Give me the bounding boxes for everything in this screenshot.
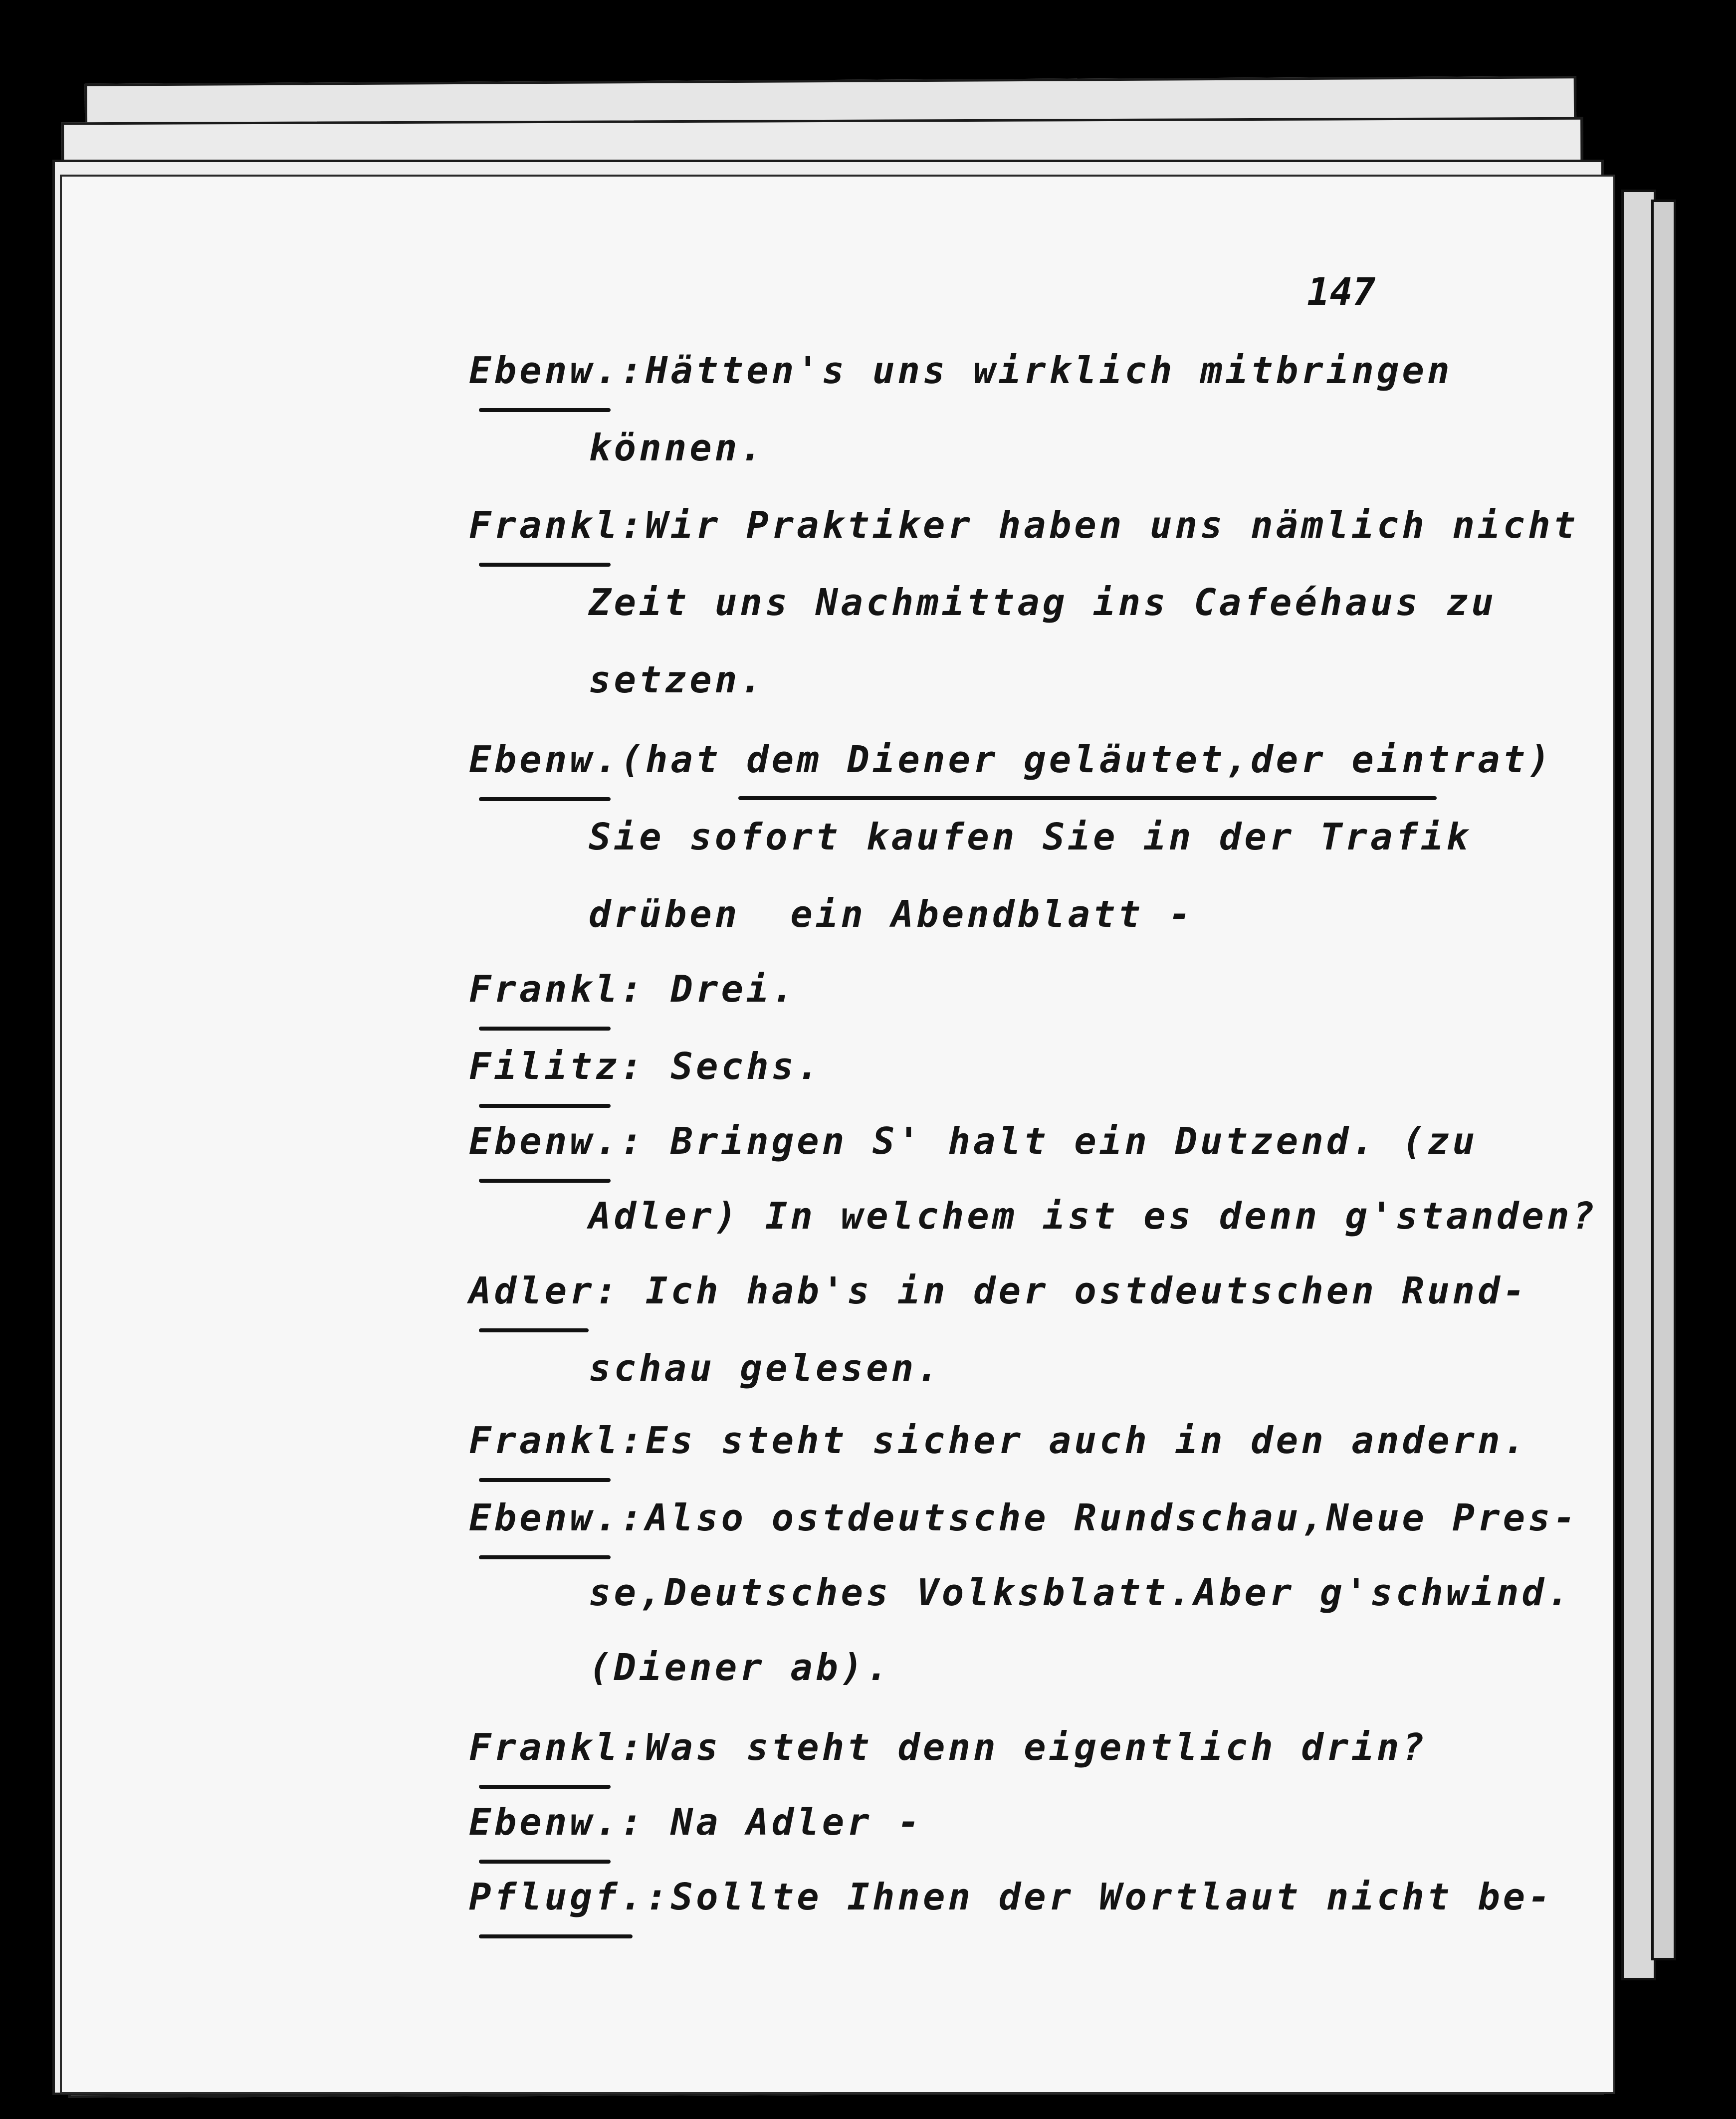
speaker-underline (479, 1104, 611, 1108)
line-text: können. (589, 426, 765, 469)
line-text: :Sollte Ihnen der Wortlaut nicht be- (645, 1876, 1553, 1918)
background-sheet-edge (1651, 200, 1676, 1960)
stage-direction-underline (738, 796, 1437, 800)
speaker-underline (479, 1478, 611, 1482)
dialogue-line (469, 349, 1453, 392)
line-text: : Na Adler - (620, 1801, 923, 1844)
line-text: :Was steht denn eigentlich drin? (620, 1726, 1427, 1769)
speaker-name: Ebenw. (469, 738, 621, 781)
speaker-name: Frankl (469, 968, 621, 1011)
dialogue-continuation (589, 426, 765, 469)
dialogue-line (469, 504, 1578, 547)
dialogue-continuation (589, 1347, 942, 1390)
speaker-name: Filitz (469, 1045, 621, 1088)
line-text: (Diener ab). (589, 1646, 891, 1689)
line-text: (hat dem Diener geläutet,der eintrat) (620, 738, 1553, 781)
speaker-name: Frankl (469, 504, 621, 547)
speaker-name: Ebenw. (469, 1496, 621, 1539)
line-text: : Drei. (620, 968, 797, 1011)
dialogue-line (469, 1270, 1528, 1312)
dialogue-continuation (589, 581, 1497, 624)
speaker-underline (479, 408, 611, 412)
speaker-name: Ebenw. (469, 1801, 621, 1844)
speaker-name: Ebenw. (469, 1120, 621, 1163)
line-text: : Ich hab's in der ostdeutschen Rund- (595, 1270, 1528, 1312)
dialogue-line (469, 738, 1553, 781)
line-text: Adler) In welchem ist es denn g'standen? (589, 1195, 1598, 1238)
speaker-name: Frankl (469, 1726, 621, 1769)
dialogue-line (469, 1801, 923, 1844)
line-text: : Sechs. (620, 1045, 822, 1088)
line-text: setzen. (589, 658, 765, 701)
dialogue-continuation (589, 658, 765, 701)
line-text: :Wir Praktiker haben uns nämlich nicht (620, 504, 1579, 547)
dialogue-line (469, 1419, 1528, 1462)
dialogue-continuation (589, 1646, 891, 1689)
page-number: 147 (1307, 269, 1376, 314)
speaker-underline (479, 1934, 633, 1938)
line-text: :Also ostdeutsche Rundschau,Neue Pres- (620, 1496, 1579, 1539)
dialogue-line (469, 1496, 1578, 1539)
dialogue-continuation (589, 1195, 1597, 1238)
line-text: se,Deutsches Volksblatt.Aber g'schwind. (589, 1571, 1572, 1614)
line-text: Zeit uns Nachmittag ins Cafeéhaus zu (589, 581, 1497, 624)
dialogue-line (469, 1045, 822, 1088)
speaker-name: Pflugf. (469, 1876, 646, 1918)
speaker-underline (479, 1860, 611, 1864)
dialogue-line (469, 1876, 1553, 1918)
speaker-underline (479, 1027, 611, 1031)
line-text: Sie sofort kaufen Sie in der Trafik (589, 816, 1472, 858)
speaker-underline (479, 1555, 611, 1559)
speaker-underline (479, 797, 611, 801)
line-text: :Hätten's uns wirklich mitbringen (620, 349, 1453, 392)
dialogue-line (469, 1726, 1427, 1769)
speaker-underline (479, 1179, 611, 1183)
speaker-name: Frankl (469, 1419, 621, 1462)
dialogue-continuation (589, 1571, 1572, 1614)
speaker-name: Ebenw. (469, 349, 621, 392)
speaker-underline (479, 563, 611, 567)
line-text: schau gelesen. (589, 1347, 942, 1390)
speaker-underline (479, 1785, 611, 1789)
line-text: : Bringen S' halt ein Dutzend. (zu (620, 1120, 1478, 1163)
speaker-name: Adler (469, 1270, 595, 1312)
speaker-underline (479, 1328, 589, 1332)
dialogue-continuation (589, 816, 1471, 858)
dialogue-continuation (589, 893, 1194, 936)
dialogue-line (469, 1120, 1478, 1163)
dialogue-line (469, 968, 797, 1011)
line-text: :Es steht sicher auch in den andern. (620, 1419, 1528, 1462)
line-text: drüben ein Abendblatt - (589, 893, 1194, 936)
